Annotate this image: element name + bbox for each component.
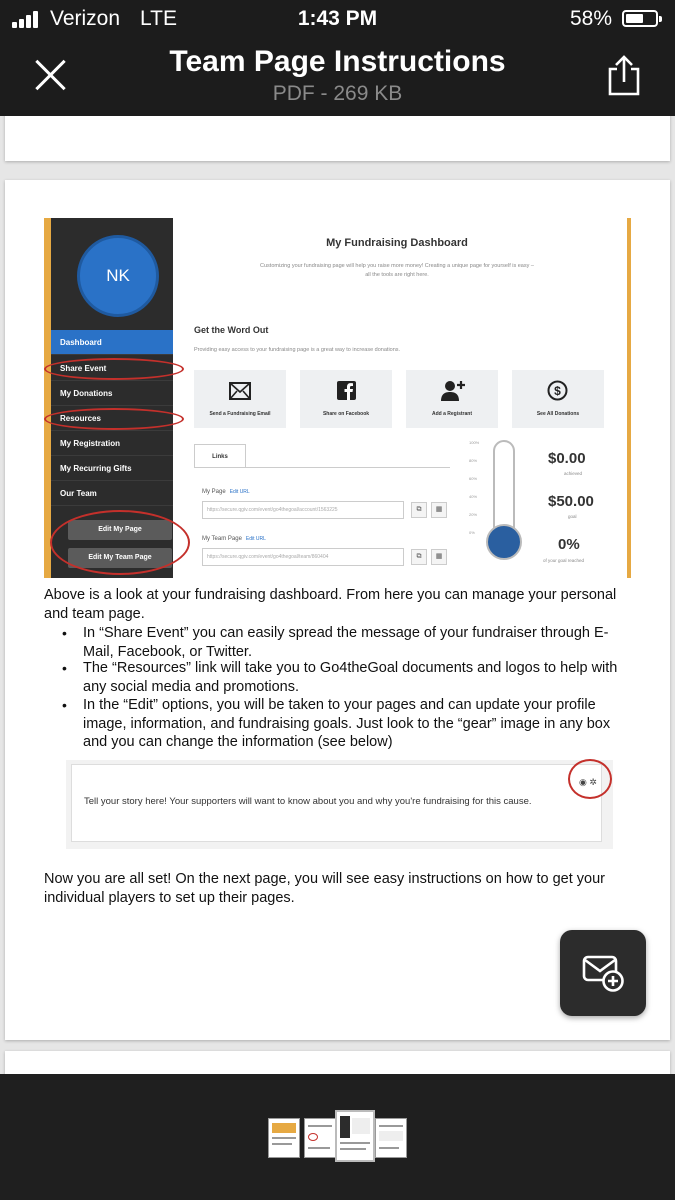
- gear-icon: ◉ ✲: [579, 777, 597, 787]
- bullet-marker: •: [62, 697, 67, 713]
- goal-thermometer: 100% 80% 60% 40% 20% 0%: [485, 440, 525, 562]
- bullet-marker: •: [62, 660, 67, 676]
- tile-add-registrant: Add a Registrant: [406, 370, 498, 428]
- highlight-ring-edit-buttons: [50, 510, 190, 575]
- sidebar-item-recurring-gifts: My Recurring Gifts: [51, 456, 173, 481]
- edit-my-page-button: Edit My Page: [68, 520, 172, 540]
- dollar-icon: [547, 380, 568, 401]
- section-heading: Get the Word Out: [194, 325, 269, 335]
- tile-send-email: Send a Fundraising Email: [194, 370, 286, 428]
- network-type: LTE: [140, 7, 177, 30]
- previous-page: [5, 116, 670, 161]
- my-team-page-label: My Team Page Edit URL: [202, 536, 266, 542]
- closing-text: Now you are all set! On the next page, you will see easy instructions on how to get your individual players to set up their pages.: [44, 871, 605, 906]
- top-bar: [0, 0, 675, 116]
- sidebar-item-share-event: Share Event: [51, 356, 173, 381]
- qr-icon: ▦: [431, 549, 447, 565]
- goal-caption: goal: [568, 514, 577, 519]
- document-info: PDF - 269 KB: [272, 82, 403, 105]
- status-bar: [0, 0, 675, 38]
- sidebar-item-my-donations: My Donations: [51, 381, 173, 406]
- my-page-url: https://secure.qgiv.com/event/go4thegoal/account/1563225: [202, 501, 404, 519]
- tile-see-donations: $ See All Donations: [512, 370, 604, 428]
- story-text: Tell your story here! Your supporters will want to know about you and why you're fundraising for this cause.: [84, 796, 532, 807]
- document-title: Team Page Instructions: [169, 45, 506, 78]
- avatar: NK: [77, 235, 159, 317]
- achieved-value: $0.00: [548, 450, 586, 467]
- carrier-name: Verizon: [50, 7, 121, 30]
- my-team-page-url: https://secure.qgiv.com/event/go4thegoal/team/860404: [202, 548, 404, 566]
- page-thumbnail-bar: [0, 1074, 675, 1200]
- svg-text:$: $: [554, 384, 561, 398]
- bullet-marker: •: [62, 625, 67, 641]
- battery-icon: [622, 10, 658, 27]
- copy-icon: ⧉: [411, 549, 427, 565]
- mail-add-icon: [582, 952, 626, 994]
- tab-links: Links: [194, 444, 246, 468]
- sidebar-item-my-registration: My Registration: [51, 431, 173, 456]
- bullet-edit: In the “Edit” options, you will be taken to your pages and can update your profile image, information, and fundraising goals. Just look to the “gear” image in any box and you can change the information (see below): [83, 697, 611, 750]
- highlight-ring-share-event: [44, 358, 184, 380]
- page-thumbnail-4[interactable]: [375, 1118, 407, 1158]
- dashboard-description: Customizing your fundraising page will help you raise more money! Creating a unique page for yourself is easy – all the tools are right here.: [260, 263, 534, 278]
- sidebar-item-our-team: Our Team: [51, 481, 173, 506]
- envelope-icon: [229, 382, 251, 400]
- achieved-caption: achieved: [564, 471, 583, 476]
- share-icon[interactable]: [604, 54, 644, 96]
- dashboard-main: [182, 218, 622, 578]
- sidebar-item-resources: Resources: [51, 406, 173, 431]
- page-thumbnail-2[interactable]: [304, 1118, 336, 1158]
- next-page: [5, 1051, 670, 1074]
- story-screenshot: [66, 760, 613, 849]
- goal-value: $50.00: [548, 493, 594, 510]
- battery-percent: 58%: [570, 7, 613, 30]
- edit-my-team-page-button: Edit My Team Page: [68, 548, 172, 568]
- facebook-icon: [337, 381, 356, 400]
- bullet-share-event: In “Share Event” you can easily spread the message of your fundraiser through E-Mail, Facebook, or Twitter.: [83, 625, 609, 660]
- percent-value: 0%: [558, 536, 580, 553]
- document-viewer[interactable]: [0, 116, 675, 1074]
- percent-caption: of your goal reached: [543, 558, 585, 563]
- sidebar-item-dashboard: Dashboard: [51, 330, 173, 355]
- qr-icon: ▦: [431, 502, 447, 518]
- pdf-page: [5, 180, 670, 1040]
- bullet-resources: The “Resources” link will take you to Go4theGoal documents and logos to help with any social media and promotions.: [83, 660, 618, 695]
- section-text: Providing easy access to your fundraising page is a great way to increase donations.: [194, 347, 401, 353]
- dashboard-title: My Fundraising Dashboard: [326, 237, 468, 249]
- highlight-ring-gear: [568, 759, 612, 799]
- page-thumbnail-1[interactable]: [268, 1118, 300, 1158]
- highlight-ring-resources: [44, 408, 184, 430]
- dashboard-screenshot: [44, 218, 631, 578]
- copy-icon: ⧉: [411, 502, 427, 518]
- tile-share-facebook: Share on Facebook: [300, 370, 392, 428]
- status-time: 1:43 PM: [297, 7, 378, 30]
- intro-text: Above is a look at your fundraising dashboard. From here you can manage your personal and team page.: [44, 587, 617, 622]
- mail-add-button[interactable]: [560, 930, 646, 1016]
- my-page-label: My Page Edit URL: [202, 489, 250, 495]
- add-person-icon: [441, 380, 465, 401]
- page-thumbnail-3[interactable]: [335, 1110, 375, 1162]
